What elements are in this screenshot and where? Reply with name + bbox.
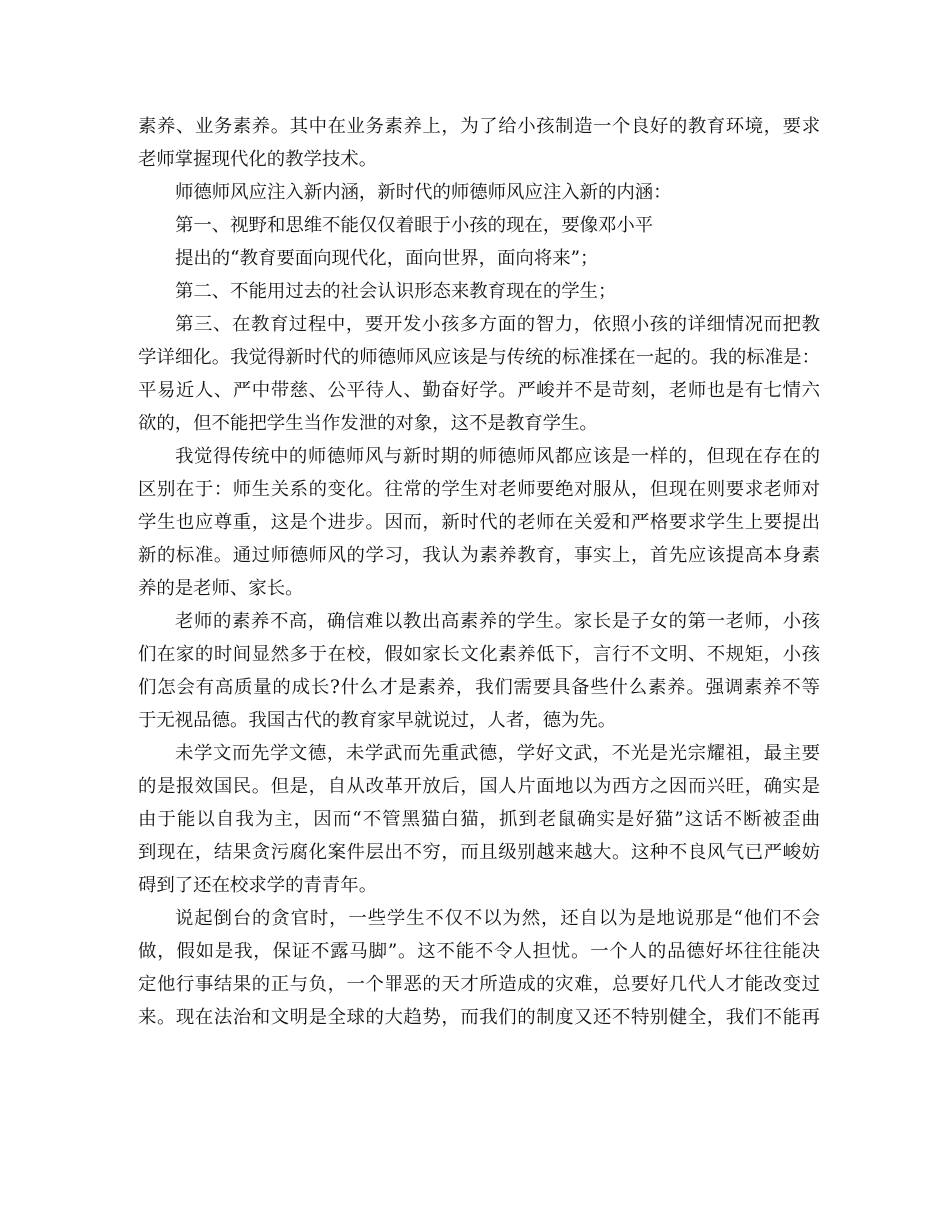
text-line: 的是报效国民。但是，自从改革开放后，国人片面地以为西方之因而兴旺，确实是 [138,776,820,797]
paragraph-first-line: 老师的素养不高，确信难以教出高素养的学生。家长是子女的第一老师，小孩 [175,611,820,632]
text-line: 学详细化。我觉得新时代的师德师风应该是与传统的标准揉在一起的。我的标准是： [138,347,820,368]
text-line: 们怎会有高质量的成长?什么才是素养，我们需要具备些什么素养。强调素养不等 [138,677,820,698]
text-line: 们在家的时间显然多于在校，假如家长文化素养低下，言行不文明、不规矩，小孩 [138,644,820,665]
text-line: 欲的，但不能把学生当作发泄的对象，这不是教育学生。 [138,413,598,434]
text-line: 碍到了还在校求学的青青年。 [138,875,378,896]
text-line: 平易近人、严中带慈、公平待人、勤奋好学。严峻并不是苛刻，老师也是有七情六 [138,380,820,401]
paragraph-first-line: 提出的“教育要面向现代化，面向世界，面向将来”； [175,248,599,269]
text-line: 区别在于：师生关系的变化。往常的学生对老师要绝对服从，但现在则要求老师对 [138,479,820,500]
text-line: 老师掌握现代化的教学技术。 [138,149,378,170]
paragraph-first-line: 第一、视野和思维不能仅仅着眼于小孩的现在，要像邓小平 [175,215,654,236]
paragraph-first-line: 我觉得传统中的师德师风与新时期的师德师风都应该是一样的，但现在存在的 [175,446,820,467]
text-line: 新的标准。通过师德师风的学习，我认为素养教育，事实上，首先应该提高本身素 [138,545,820,566]
paragraph-first-line: 说起倒台的贪官时，一些学生不仅不以为然，还自以为是地说那是“他们不会 [175,908,820,929]
text-line: 养的是老师、家长。 [138,578,304,599]
text-line: 做，假如是我，保证不露马脚”。这不能不令人担忧。一个人的品德好坏往往能决 [138,941,820,962]
text-line: 到现在，结果贪污腐化案件层出不穷，而且级别越来越大。这种不良风气已严峻妨 [138,842,820,863]
text-line: 素养、业务素养。其中在业务素养上，为了给小孩制造一个良好的教育环境，要求 [138,116,820,137]
text-line: 学生也应尊重，这是个进步。因而，新时代的老师在关爱和严格要求学生上要提出 [138,512,820,533]
text-line: 于无视品德。我国古代的教育家早就说过，人者，德为先。 [138,710,617,731]
paragraph-first-line: 师德师风应注入新内涵，新时代的师德师风应注入新的内涵： [175,182,672,203]
paragraph-first-line: 第二、不能用过去的社会认识形态来教育现在的学生； [175,281,617,302]
body-text [138,110,820,1034]
text-line: 由于能以自我为主，因而“不管黑猫白猫，抓到老鼠确实是好猫”这话不断被歪曲 [138,809,820,830]
text-line: 定他行事结果的正与负，一个罪恶的天才所造成的灾难，总要好几代人才能改变过 [138,974,820,995]
paragraph-first-line: 第三、在教育过程中，要开发小孩多方面的智力，依照小孩的详细情况而把教 [175,314,820,335]
text-line: 来。现在法治和文明是全球的大趋势，而我们的制度又还不特别健全，我们不能再 [138,1007,820,1028]
paragraph-first-line: 未学文而先学文德，未学武而先重武德，学好文武，不光是光宗耀祖，最主要 [175,743,820,764]
